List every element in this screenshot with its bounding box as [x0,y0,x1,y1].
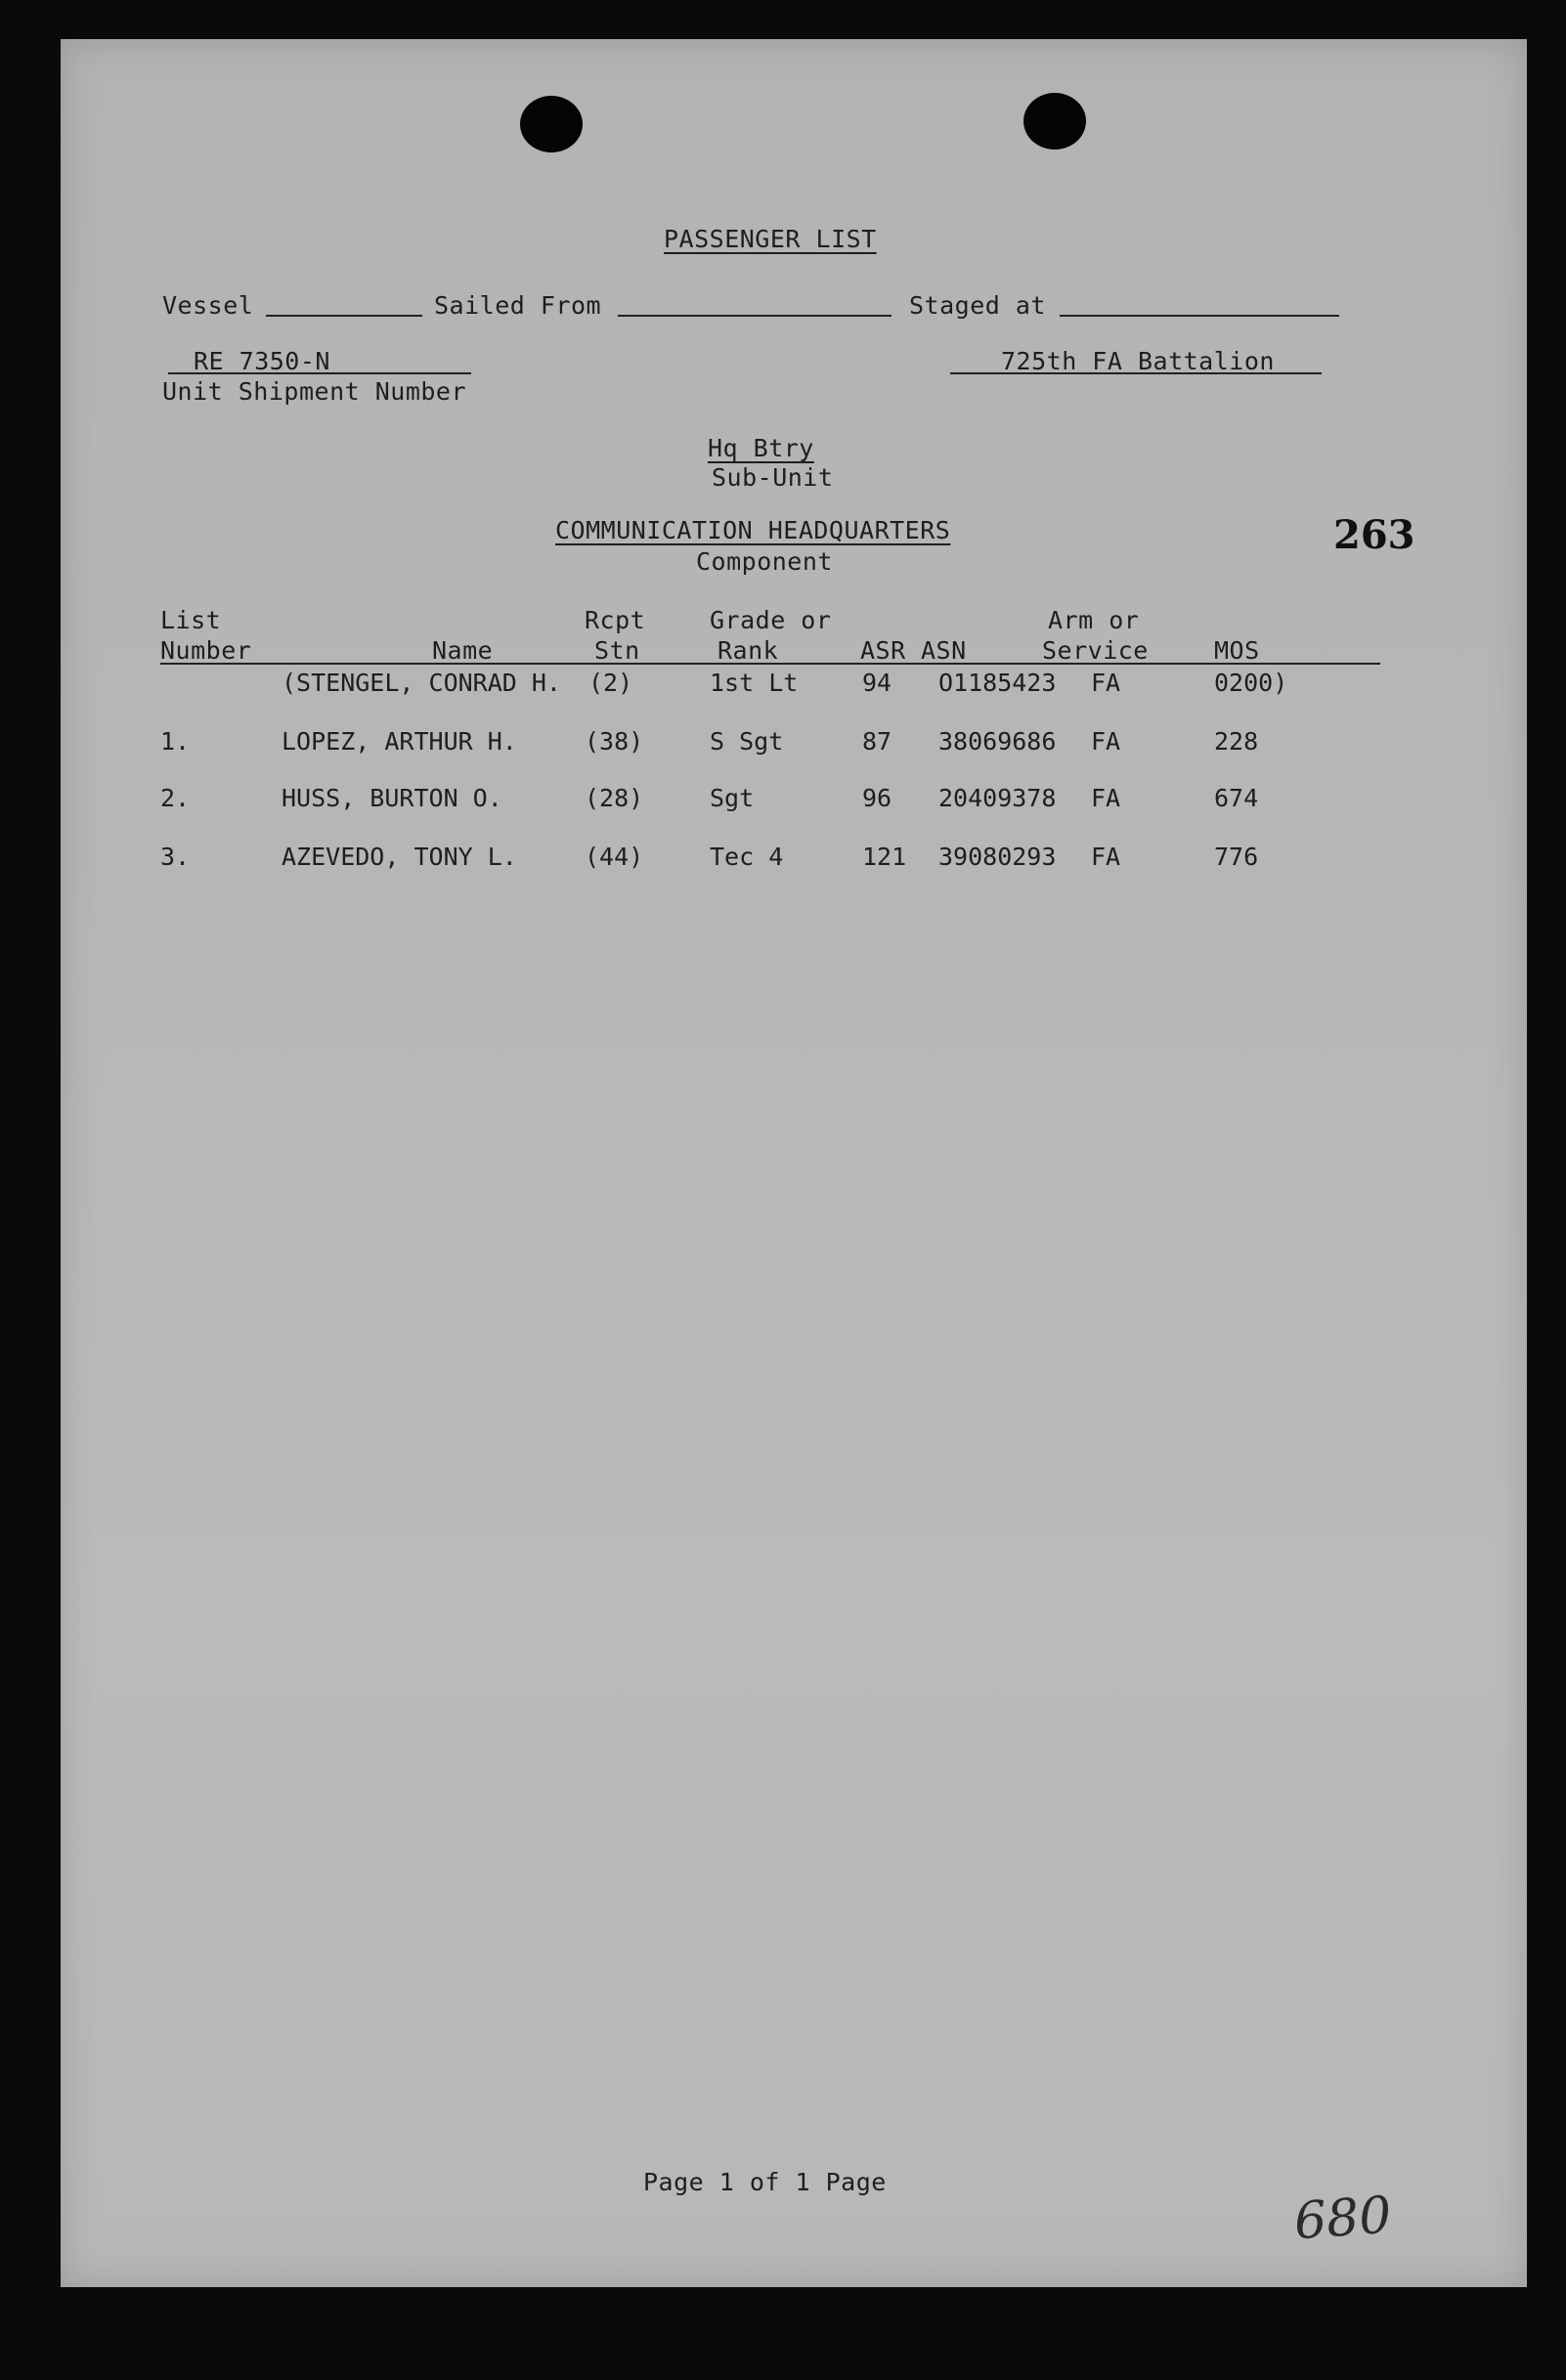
row-asn: 20409378 [938,784,1057,812]
unit-shipment-number: RE 7350-N [194,347,330,375]
row-mos: 228 [1214,727,1259,756]
row-rank: S Sgt [710,727,784,756]
row-asr: 96 [862,784,892,812]
vessel-blank [266,315,422,317]
sub-unit: Hq Btry [708,434,814,462]
vessel-label: Vessel [162,291,254,320]
row-name: AZEVEDO, TONY L. [282,843,517,871]
header-asn: ASN [921,636,967,665]
row-asr: 121 [862,843,907,871]
header-mos: MOS [1214,636,1260,665]
component-label: Component [696,547,833,576]
row-number: 1. [160,727,191,756]
row-rank: Sgt [710,784,755,812]
header-underline [160,663,1380,665]
row-rank: Tec 4 [710,843,784,871]
header-number: Number [160,636,252,665]
battalion-underline [950,372,1322,374]
row-rank: 1st Lt [710,669,799,697]
header-name: Name [432,636,494,665]
row-number: 2. [160,784,191,812]
document-title: PASSENGER LIST [664,225,877,253]
header-grade-or: Grade or [710,606,832,634]
header-asr: ASR [860,636,906,665]
document-page [61,39,1527,2287]
row-mos: 674 [1214,784,1259,812]
row-mos: 0200) [1214,669,1288,697]
header-list: List [160,606,222,634]
row-asn: O1185423 [938,669,1057,697]
header-rcpt: Rcpt [585,606,646,634]
punch-hole-left [520,96,583,152]
row-asr: 87 [862,727,892,756]
row-service: FA [1091,843,1121,871]
unit-shipment-label: Unit Shipment Number [162,377,467,406]
header-rank: Rank [718,636,779,665]
sailed-from-label: Sailed From [434,291,602,320]
row-service: FA [1091,669,1121,697]
row-number: 3. [160,843,191,871]
row-name: LOPEZ, ARTHUR H. [282,727,517,756]
row-asr: 94 [862,669,892,697]
row-stn: (2) [588,669,633,697]
component: COMMUNICATION HEADQUARTERS [555,516,951,544]
row-stn: (44) [585,843,644,871]
stamped-number: 263 [1333,512,1415,558]
staged-at-label: Staged at [909,291,1046,320]
row-service: FA [1091,727,1121,756]
sailed-from-blank [618,315,892,317]
punch-hole-right [1023,93,1086,150]
row-mos: 776 [1214,843,1259,871]
row-stn: (38) [585,727,644,756]
sub-unit-label: Sub-Unit [712,463,834,492]
row-asn: 39080293 [938,843,1057,871]
battalion: 725th FA Battalion [1001,347,1275,375]
handwritten-number: 680 [1292,2185,1394,2252]
row-name: (STENGEL, CONRAD H. [282,669,561,697]
row-name: HUSS, BURTON O. [282,784,502,812]
staged-at-blank [1060,315,1339,317]
header-stn: Stn [594,636,640,665]
header-service: Service [1042,636,1149,665]
row-stn: (28) [585,784,644,812]
unit-shipment-underline [168,372,471,374]
header-arm-or: Arm or [1048,606,1140,634]
row-service: FA [1091,784,1121,812]
page-footer: Page 1 of 1 Page [643,2168,887,2196]
row-asn: 38069686 [938,727,1057,756]
